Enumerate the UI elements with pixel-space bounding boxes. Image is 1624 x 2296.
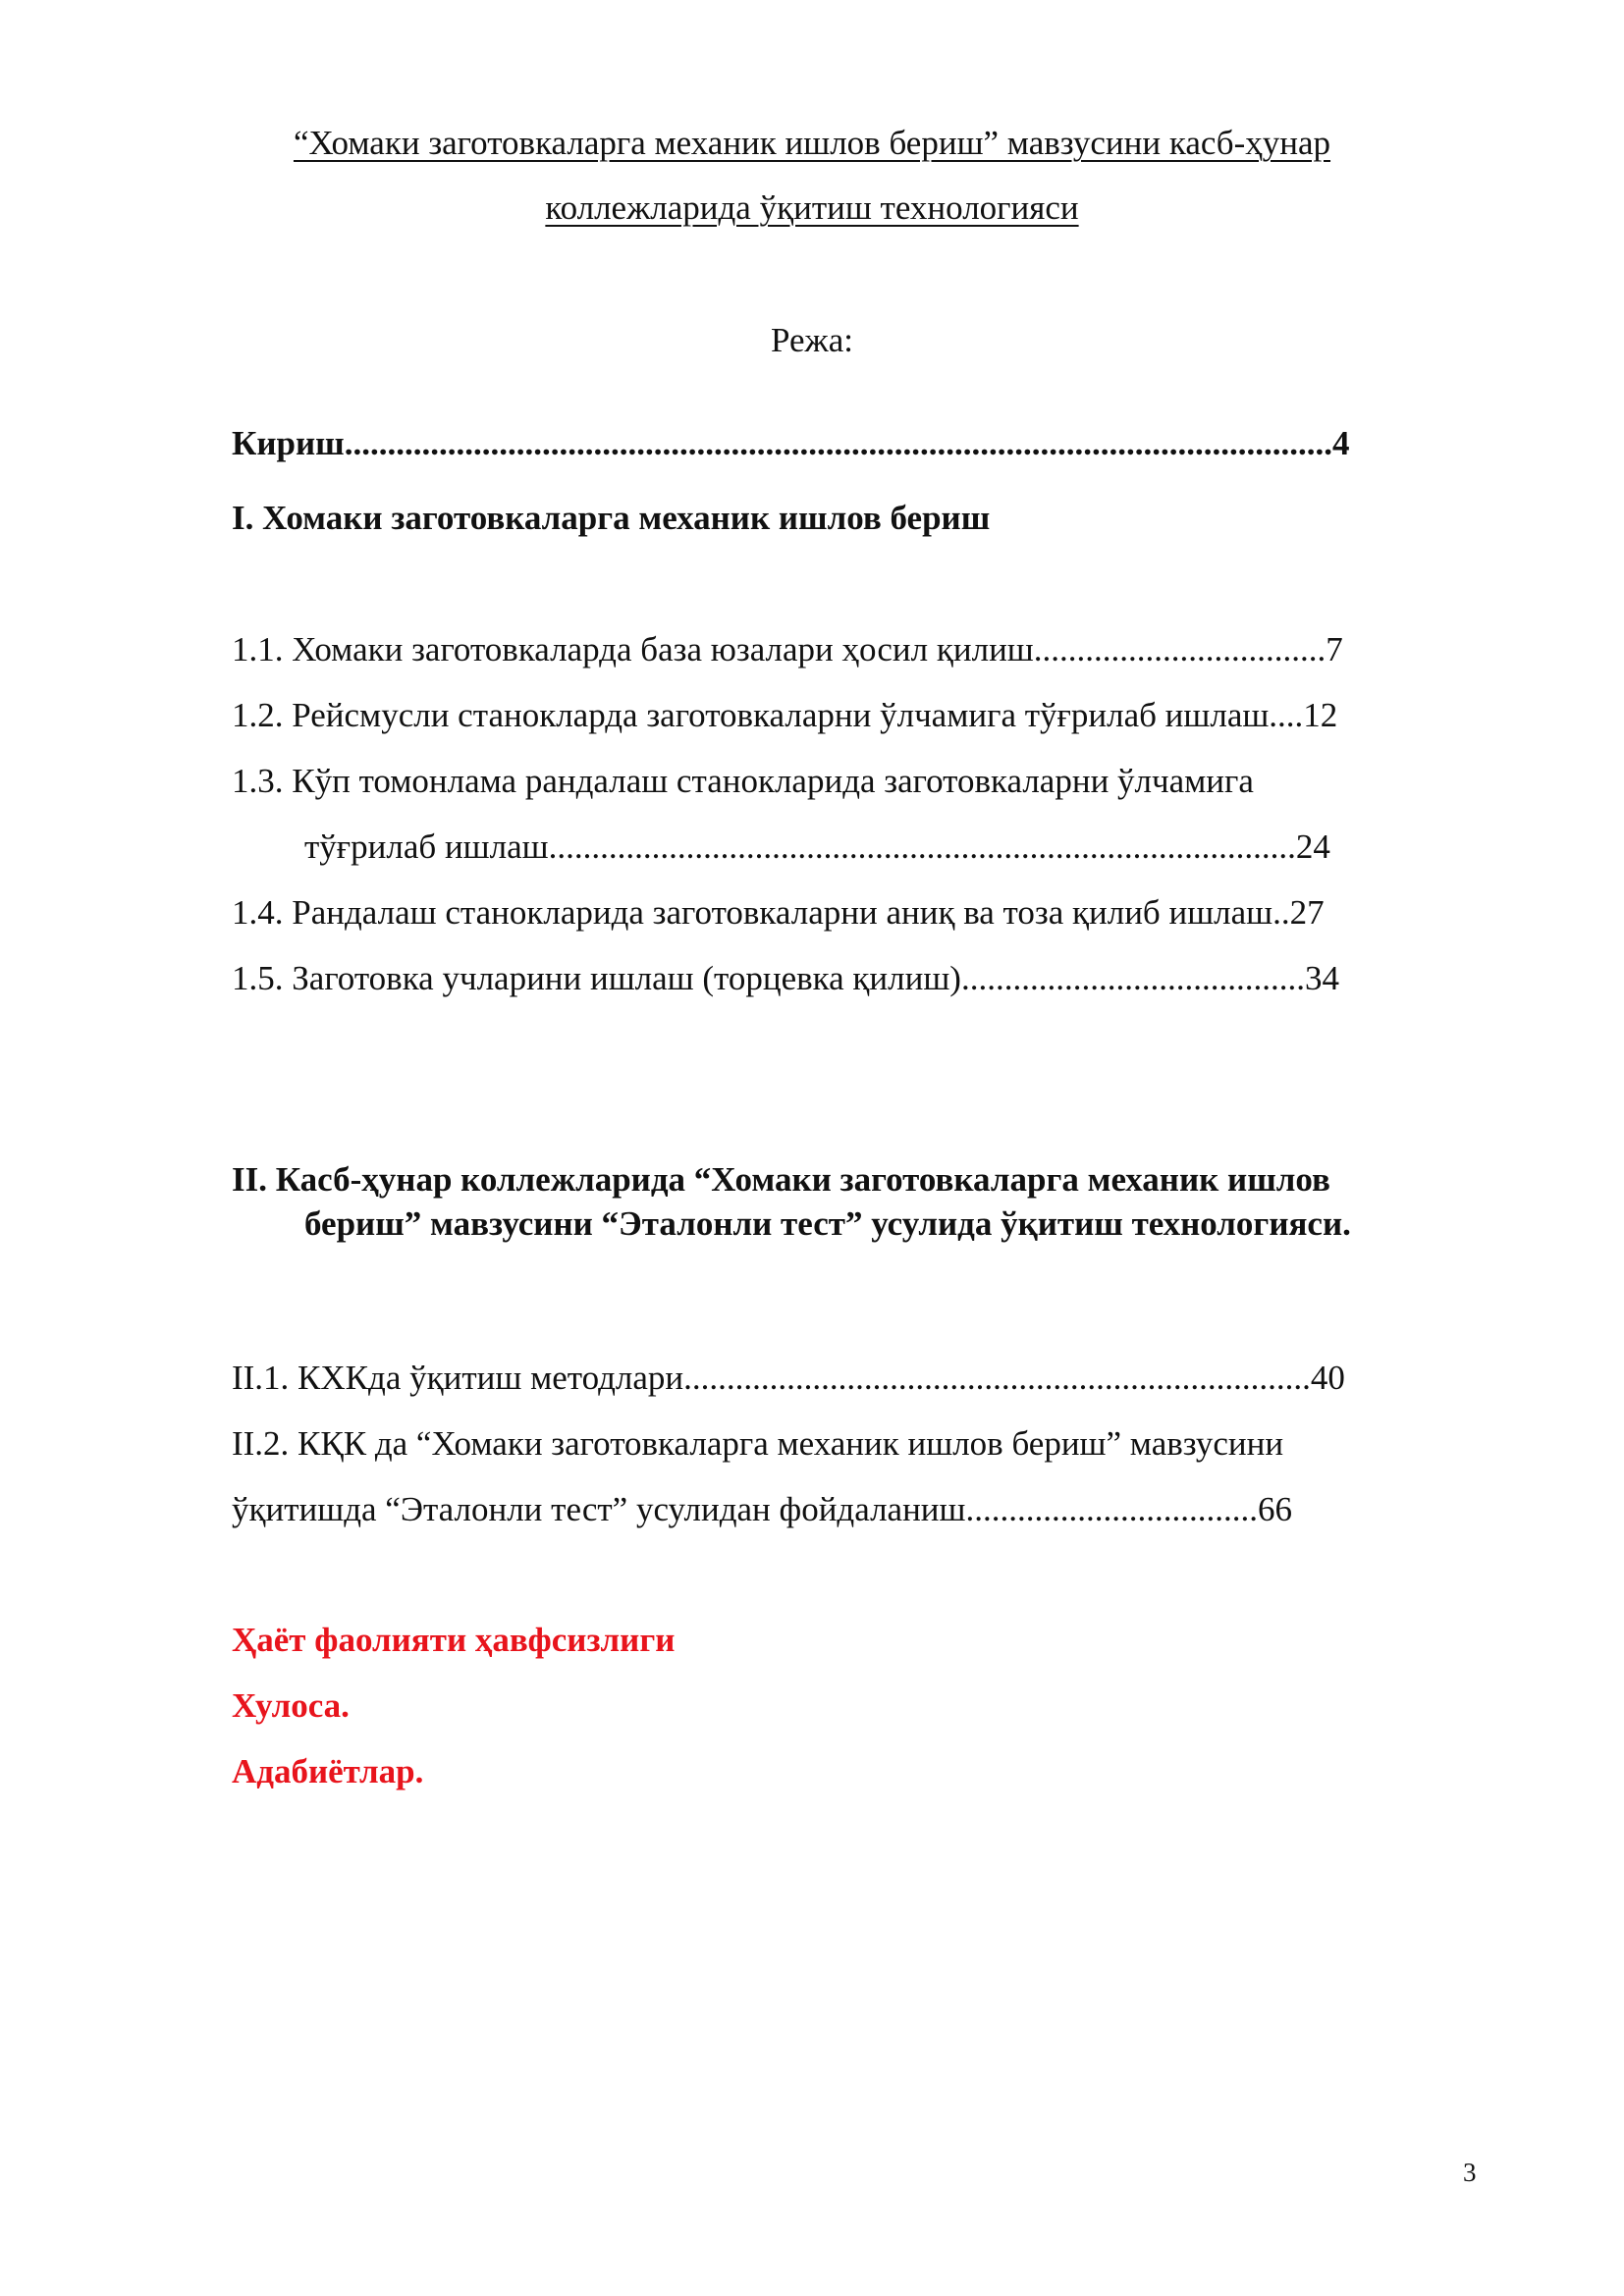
toc-section-2-heading-line-2: бериш” мавзусини “Эталонли тест” усулида ўқитиш технологияси. [304, 1204, 1351, 1243]
document-title-line-2: коллежларида ўқитиш технологияси [545, 188, 1079, 227]
toc-item-1-4: 1.4. Рандалаш станокларида заготовкаларни аниқ ва тоза қилиб ишлаш..27 [232, 893, 1325, 932]
toc-item-2-2-line-1: II.2. КҚК да “Хомаки заготовкаларга механик ишлов бериш” мавзусини [232, 1424, 1284, 1463]
toc-item-2-2-line-2: ўқитишда “Эталонли тест” усулидан фойдаланиш..................................66 [232, 1490, 1292, 1528]
toc-item-1-1: 1.1. Хомаки заготовкаларда база юзалари ҳосил қилиш..................................7 [232, 630, 1343, 668]
toc-section-2-heading-line-1: II. Касб-ҳунар коллежларида “Хомаки заготовкаларга механик ишлов [232, 1160, 1330, 1199]
toc-item-1-2: 1.2. Рейсмусли станокларда заготовкаларни ўлчамига тўғрилаб ишлаш....12 [232, 696, 1338, 734]
extra-safety: Ҳаёт фаолияти ҳавфсизлиги [232, 1621, 676, 1659]
toc-section-1-heading: I. Хомаки заготовкаларга механик ишлов бериш [232, 499, 991, 537]
page-number: 3 [1463, 2158, 1477, 2187]
extra-references: Адабиётлар. [232, 1752, 424, 1790]
toc-item-1-3-line-2: тўғрилаб ишлаш.......................................................................................24 [304, 828, 1330, 866]
toc-item-1-3-line-1: 1.3. Кўп томонлама рандалаш станокларида заготовкаларни ўлчамига [232, 762, 1254, 800]
document-title-line-1: “Хомаки заготовкаларга механик ишлов бериш” мавзусини касб-ҳунар [293, 124, 1331, 162]
toc-item-1-5: 1.5. Заготовка учларини ишлаш (торцевка қилиш)........................................34 [232, 959, 1339, 997]
toc-intro: Кириш...................................................................................................................4 [232, 424, 1350, 462]
extra-conclusion: Хулоса. [232, 1686, 350, 1725]
toc-item-2-1: II.1. КХКда ўқитиш методлари.........................................................................40 [232, 1359, 1345, 1397]
plan-heading: Режа: [771, 321, 853, 359]
